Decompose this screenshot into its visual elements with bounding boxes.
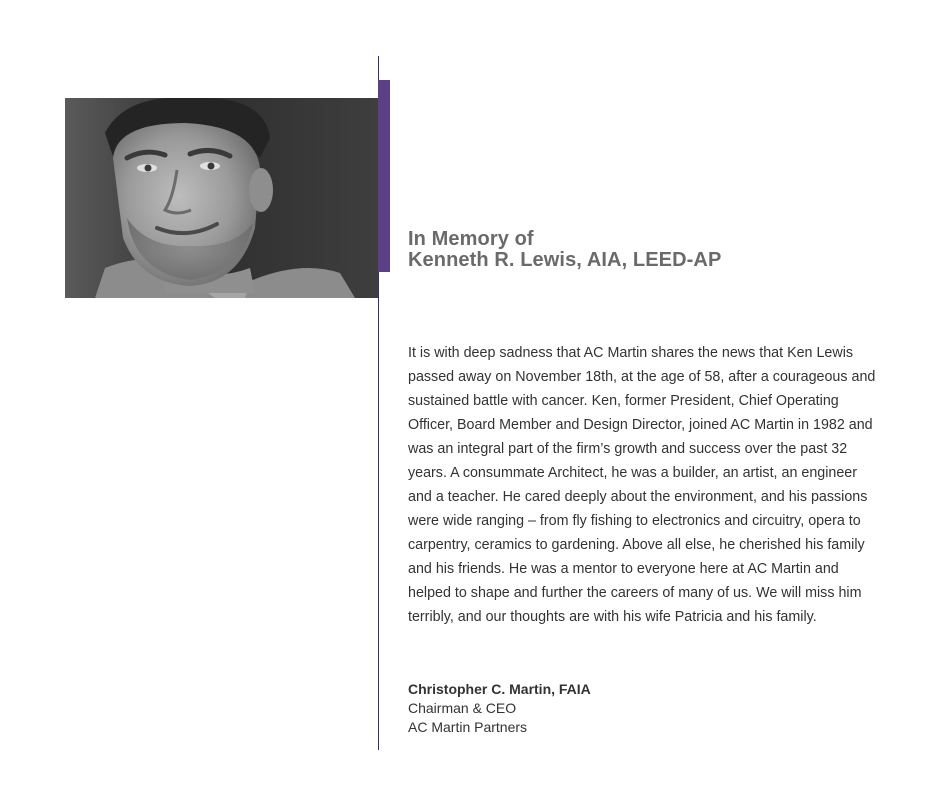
heading-line-1: In Memory of (408, 228, 534, 250)
portrait-photo (65, 98, 378, 298)
memorial-body-text: It is with deep sadness that AC Martin shares the news that Ken Lewis passed away on November 18th, at the age of 58, after a courageous and sustained battle with cancer. Ken, former President, Chief Operating Officer, Board Member and Design Director, joined AC Martin in 1982 and was an integral part of the firm’s growth and success over the past 32 years. A consummate Architect, he was a builder, an artist, an engineer and a teacher. He cared deeply about the environment, and his passions were wide ranging – from fly fishing to electronics and circuitry, opera to carpentry, ceramics to gardening. Above all else, he cherished his family and his friends. He was a mentor to everyone here at AC Martin and helped to shape and further the careers of many of us. We will miss him terribly, and our thoughts are with his wife Patricia and his family. (408, 345, 876, 625)
memorial-heading (408, 229, 721, 271)
signature-title: Chairman & CEO (408, 700, 517, 716)
signature-name: Christopher C. Martin, FAIA (408, 681, 591, 697)
heading-line-2: Kenneth R. Lewis, AIA, LEED-AP (408, 249, 722, 271)
signature-block (408, 680, 591, 737)
signature-company: AC Martin Partners (408, 719, 528, 735)
accent-bar (378, 80, 390, 272)
